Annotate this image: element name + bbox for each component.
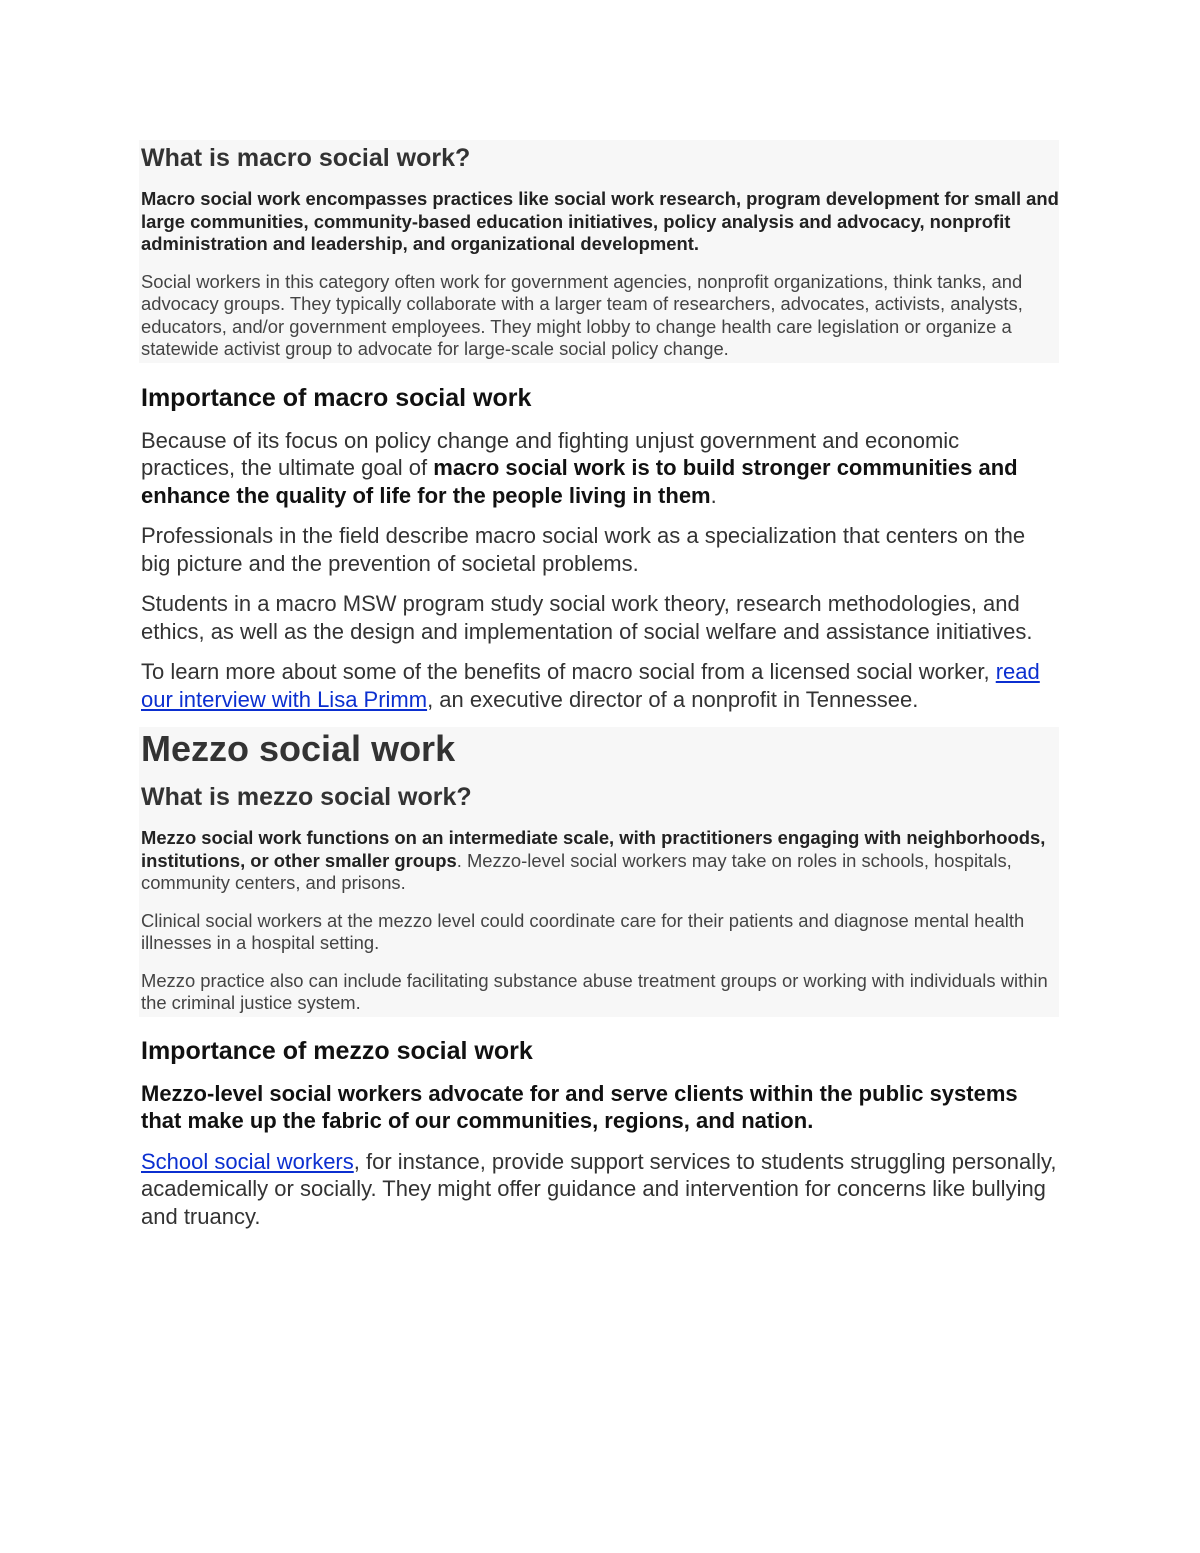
macro-importance-p4-suffix: , an executive director of a nonprofit in Tennessee. xyxy=(427,686,919,712)
school-social-workers-link[interactable]: School social workers xyxy=(141,1148,354,1174)
macro-importance-p1-bold: macro social work is to build stronger communities and enhance the quality of life for the people living in them xyxy=(141,455,1018,508)
macro-importance-paragraph-3: Students in a macro MSW program study social work theory, research methodologies, and ethics, as well as the design and implementation of social welfare and assistance initiatives. xyxy=(141,591,1033,644)
macro-definition-block xyxy=(139,140,1059,363)
macro-importance-p4-prefix: To learn more about some of the benefits of macro social from a licensed social worker, xyxy=(141,659,996,684)
mezzo-school-rest: , for instance, provide support services to students struggling personally, academically or socially. They might offer guidance and intervention for concerns like bullying and truancy. xyxy=(141,1148,1057,1229)
mezzo-definition-rest: . Mezzo-level social workers may take on roles in schools, hospitals, community centers, and prisons. xyxy=(141,849,1012,893)
macro-importance-paragraph-4 xyxy=(141,658,1059,713)
mezzo-definition-block xyxy=(139,727,1059,1017)
macro-roles-paragraph: Social workers in this category often work for government agencies, nonprofit organizations, think tanks, and advocacy groups. They typically collaborate with a larger team of researchers, advocates, activists, analysts, educators, and/or government employees. They might lobby to change health care legislation or organize a statewide activist group to advocate for large-scale social policy change. xyxy=(141,270,1023,359)
macro-importance-paragraph-1 xyxy=(141,427,1059,510)
document-content xyxy=(141,140,1059,1230)
lisa-primm-interview-link[interactable]: read our interview with Lisa Primm xyxy=(141,659,1040,712)
macro-definition: Macro social work encompasses practices like social work research, program development for small and large communities, community-based education initiatives, policy analysis and advocacy, nonprofit administration and leadership, and organizational development. xyxy=(141,188,1059,254)
mezzo-definition-bold: Mezzo social work functions on an intermediate scale, with practitioners engaging with neighborhoods, institutions, or other smaller groups xyxy=(141,827,1046,871)
mezzo-section-title: Mezzo social work xyxy=(141,728,456,769)
mezzo-definition-paragraph xyxy=(141,827,1059,895)
mezzo-question-heading: What is mezzo social work? xyxy=(141,783,472,811)
mezzo-clinical-paragraph: Clinical social workers at the mezzo level could coordinate care for their patients and diagnose mental health illnesses in a hospital setting. xyxy=(141,909,1025,953)
mezzo-importance-heading: Importance of mezzo social work xyxy=(141,1036,533,1065)
macro-importance-paragraph-2: Professionals in the field describe macro social work as a specialization that centers on the big picture and the prevention of societal problems. xyxy=(141,523,1026,576)
mezzo-school-paragraph xyxy=(141,1148,1059,1231)
macro-importance-heading: Importance of macro social work xyxy=(141,383,532,412)
macro-question-heading: What is macro social work? xyxy=(141,144,471,172)
macro-importance-p1-suffix: . xyxy=(710,482,717,508)
mezzo-importance-lead: Mezzo-level social workers advocate for and serve clients within the public systems that make up the fabric of our communities, regions, and nation. xyxy=(141,1080,1018,1133)
mezzo-practice-paragraph: Mezzo practice also can include facilitating substance abuse treatment groups or working with individuals within the criminal justice system. xyxy=(141,969,1048,1013)
macro-importance-p1-prefix: Because of its focus on policy change and fighting unjust government and economic practices, the ultimate goal of xyxy=(141,427,960,480)
